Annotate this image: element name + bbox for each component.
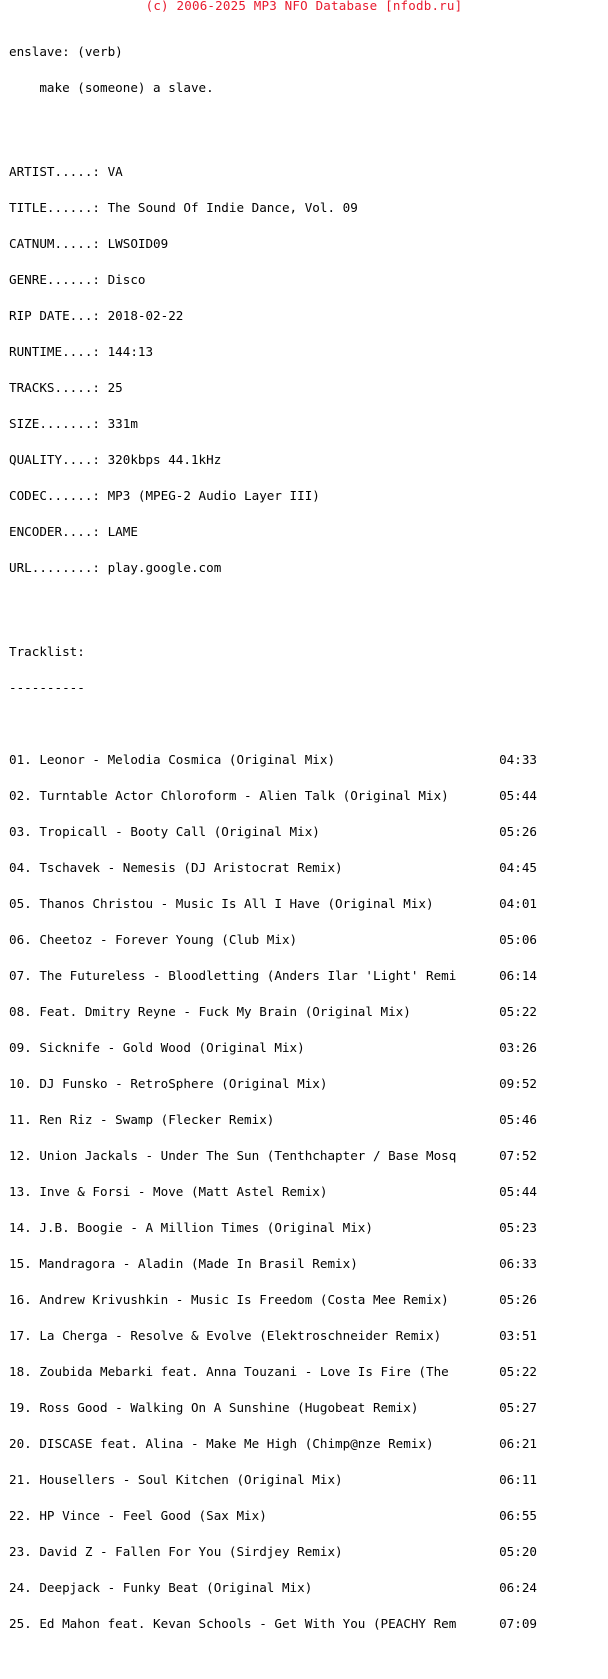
info-rip-date: RIP DATE...: 2018-02-22 — [9, 308, 184, 323]
track-title: 18. Zoubida Mebarki feat. Anna Touzani - Love Is Fire (The — [9, 1364, 449, 1379]
definition-meaning: make (someone) a slave. — [9, 80, 214, 95]
track-row — [9, 1510, 537, 1522]
track-row — [9, 826, 537, 838]
info-codec: CODEC......: MP3 (MPEG-2 Audio Layer III) — [9, 488, 320, 503]
track-row — [9, 1186, 537, 1198]
track-row — [9, 1582, 537, 1594]
track-row — [9, 934, 537, 946]
track-row — [9, 1474, 537, 1486]
track-duration: 03:26 — [499, 1040, 537, 1055]
track-duration: 05:22 — [499, 1364, 537, 1379]
track-row — [9, 1078, 537, 1090]
blank-line — [9, 598, 603, 610]
info-encoder: ENCODER....: LAME — [9, 524, 138, 539]
track-duration: 05:22 — [499, 1004, 537, 1019]
info-catnum: CATNUM.....: LWSOID09 — [9, 236, 169, 251]
track-duration: 05:44 — [499, 1184, 537, 1199]
track-duration: 06:11 — [499, 1472, 537, 1487]
track-row — [9, 970, 537, 982]
track-row — [9, 1330, 537, 1342]
track-title: 06. Cheetoz - Forever Young (Club Mix) — [9, 932, 298, 947]
track-row — [9, 1006, 537, 1018]
track-duration: 03:51 — [499, 1328, 537, 1343]
track-duration: 07:09 — [499, 1616, 537, 1631]
tracklist — [9, 730, 603, 1654]
track-title: 10. DJ Funsko - RetroSphere (Original Mix) — [9, 1076, 328, 1091]
info-genre: GENRE......: Disco — [9, 272, 146, 287]
track-title: 08. Feat. Dmitry Reyne - Fuck My Brain (Original Mix) — [9, 1004, 411, 1019]
tracklist-underline: ---------- — [9, 680, 85, 695]
track-title: 03. Tropicall - Booty Call (Original Mix) — [9, 824, 320, 839]
copyright-banner: (c) 2006-2025 MP3 NFO Database [nfodb.ru] — [145, 0, 463, 13]
track-row — [9, 862, 537, 874]
track-title: 14. J.B. Boogie - A Million Times (Original Mix) — [9, 1220, 373, 1235]
nfo-text — [9, 22, 603, 1678]
track-duration: 05:44 — [499, 788, 537, 803]
track-title: 19. Ross Good - Walking On A Sunshine (Hugobeat Remix) — [9, 1400, 419, 1415]
track-duration: 05:26 — [499, 824, 537, 839]
blank-line — [9, 118, 603, 130]
track-title: 16. Andrew Krivushkin - Music Is Freedom (Costa Mee Remix) — [9, 1292, 449, 1307]
track-title: 21. Housellers - Soul Kitchen (Original Mix) — [9, 1472, 343, 1487]
track-row — [9, 1618, 537, 1630]
track-row — [9, 1366, 537, 1378]
track-title: 15. Mandragora - Aladin (Made In Brasil Remix) — [9, 1256, 358, 1271]
track-duration: 05:23 — [499, 1220, 537, 1235]
track-row — [9, 1222, 537, 1234]
track-title: 25. Ed Mahon feat. Kevan Schools - Get With You (PEACHY Rem — [9, 1616, 457, 1631]
track-title: 07. The Futureless - Bloodletting (Anders Ilar 'Light' Remi — [9, 968, 457, 983]
track-title: 11. Ren Riz - Swamp (Flecker Remix) — [9, 1112, 275, 1127]
track-duration: 06:21 — [499, 1436, 537, 1451]
track-duration: 04:01 — [499, 896, 537, 911]
track-row — [9, 790, 537, 802]
track-title: 01. Leonor - Melodia Cosmica (Original Mix) — [9, 752, 336, 767]
track-title: 05. Thanos Christou - Music Is All I Have (Original Mix) — [9, 896, 434, 911]
track-duration: 06:24 — [499, 1580, 537, 1595]
track-row — [9, 1258, 537, 1270]
info-runtime: RUNTIME....: 144:13 — [9, 344, 154, 359]
track-row — [9, 898, 537, 910]
track-duration: 05:27 — [499, 1400, 537, 1415]
track-row — [9, 754, 537, 766]
track-duration: 06:33 — [499, 1256, 537, 1271]
track-duration: 05:20 — [499, 1544, 537, 1559]
track-title: 09. Sicknife - Gold Wood (Original Mix) — [9, 1040, 305, 1055]
track-row — [9, 1114, 537, 1126]
track-duration: 05:26 — [499, 1292, 537, 1307]
track-duration: 05:06 — [499, 932, 537, 947]
track-title: 24. Deepjack - Funky Beat (Original Mix) — [9, 1580, 313, 1595]
definition-line: enslave: (verb) — [9, 44, 123, 59]
info-url: URL........: play.google.com — [9, 560, 222, 575]
track-title: 22. HP Vince - Feel Good (Sax Mix) — [9, 1508, 267, 1523]
tracklist-heading: Tracklist: — [9, 644, 85, 659]
info-artist: ARTIST.....: VA — [9, 164, 123, 179]
track-duration: 06:55 — [499, 1508, 537, 1523]
track-title: 04. Tschavek - Nemesis (DJ Aristocrat Remix) — [9, 860, 343, 875]
track-title: 12. Union Jackals - Under The Sun (Tenthchapter / Base Mosq — [9, 1148, 457, 1163]
info-title: TITLE......: The Sound Of Indie Dance, Vol. 09 — [9, 200, 358, 215]
track-title: 23. David Z - Fallen For You (Sirdjey Remix) — [9, 1544, 343, 1559]
track-title: 02. Turntable Actor Chloroform - Alien Talk (Original Mix) — [9, 788, 449, 803]
track-duration: 07:52 — [499, 1148, 537, 1163]
track-duration: 04:33 — [499, 752, 537, 767]
info-quality: QUALITY....: 320kbps 44.1kHz — [9, 452, 222, 467]
info-tracks: TRACKS.....: 25 — [9, 380, 123, 395]
track-row — [9, 1438, 537, 1450]
track-duration: 06:14 — [499, 968, 537, 983]
track-row — [9, 1294, 537, 1306]
track-title: 20. DISCASE feat. Alina - Make Me High (Chimp@nze Remix) — [9, 1436, 434, 1451]
track-duration: 09:52 — [499, 1076, 537, 1091]
track-title: 13. Inve & Forsi - Move (Matt Astel Remix) — [9, 1184, 328, 1199]
track-duration: 05:46 — [499, 1112, 537, 1127]
track-row — [9, 1042, 537, 1054]
track-duration: 04:45 — [499, 860, 537, 875]
track-row — [9, 1546, 537, 1558]
track-title: 17. La Cherga - Resolve & Evolve (Elektroschneider Remix) — [9, 1328, 442, 1343]
info-size: SIZE.......: 331m — [9, 416, 138, 431]
track-row — [9, 1150, 537, 1162]
track-row — [9, 1402, 537, 1414]
